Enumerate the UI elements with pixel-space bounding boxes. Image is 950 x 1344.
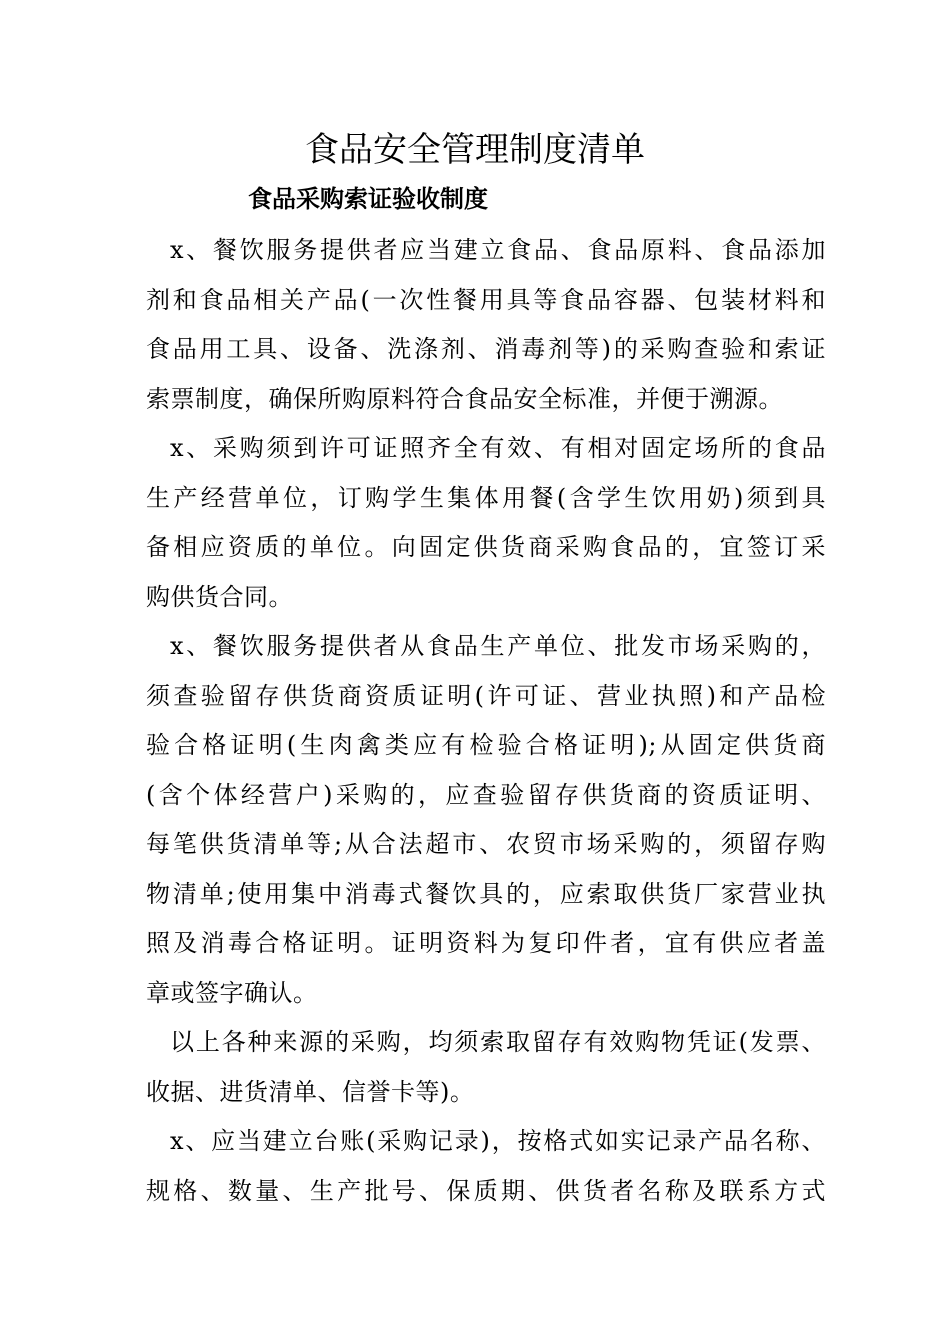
body-line: 每笔供货清单等;从合法超市、农贸市场采购的，须留存购 bbox=[146, 830, 826, 858]
body-line: 生产经营单位，订购学生集体用餐(含学生饮用奶)须到具 bbox=[146, 483, 826, 512]
body-line: (含个体经营户)采购的，应查验留存供货商的资质证明、 bbox=[146, 780, 826, 809]
document-title: 食品安全管理制度清单 bbox=[305, 130, 645, 170]
section-subtitle: 食品采购索证验收制度 bbox=[248, 184, 488, 213]
body-line: x、应当建立台账(采购记录)，按格式如实记录产品名称、 bbox=[170, 1127, 826, 1155]
body-line: 验合格证明(生肉禽类应有检验合格证明);从固定供货商 bbox=[146, 731, 826, 759]
body-line: 章或签字确认。 bbox=[146, 978, 318, 1007]
body-line: 购供货合同。 bbox=[146, 582, 293, 611]
body-line: 收据、进货清单、信誉卡等)。 bbox=[146, 1077, 475, 1106]
body-line: 物清单;使用集中消毒式餐饮具的，应索取供货厂家营业执 bbox=[146, 879, 826, 908]
document-body bbox=[146, 226, 826, 1216]
body-line: x、餐饮服务提供者从食品生产单位、批发市场采购的， bbox=[170, 632, 826, 660]
body-line: 须查验留存供货商资质证明(许可证、营业执照)和产品检 bbox=[146, 681, 826, 710]
body-line: 索票制度，确保所购原料符合食品安全标准，并便于溯源。 bbox=[146, 384, 783, 413]
body-line: x、餐饮服务提供者应当建立食品、食品原料、食品添加 bbox=[170, 236, 826, 264]
body-line: 剂和食品相关产品(一次性餐用具等食品容器、包装材料和 bbox=[146, 285, 826, 314]
body-line: 备相应资质的单位。向固定供货商采购食品的，宜签订采 bbox=[146, 533, 826, 561]
body-line: 规格、数量、生产批号、保质期、供货者名称及联系方式 bbox=[146, 1176, 826, 1205]
body-line: x、采购须到许可证照齐全有效、有相对固定场所的食品 bbox=[170, 434, 826, 462]
body-line: 食品用工具、设备、洗涤剂、消毒剂等)的采购查验和索证 bbox=[146, 335, 826, 363]
body-line: 照及消毒合格证明。证明资料为复印件者，宜有供应者盖 bbox=[146, 929, 826, 957]
body-line: 以上各种来源的采购，均须索取留存有效购物凭证(发票、 bbox=[170, 1028, 826, 1056]
